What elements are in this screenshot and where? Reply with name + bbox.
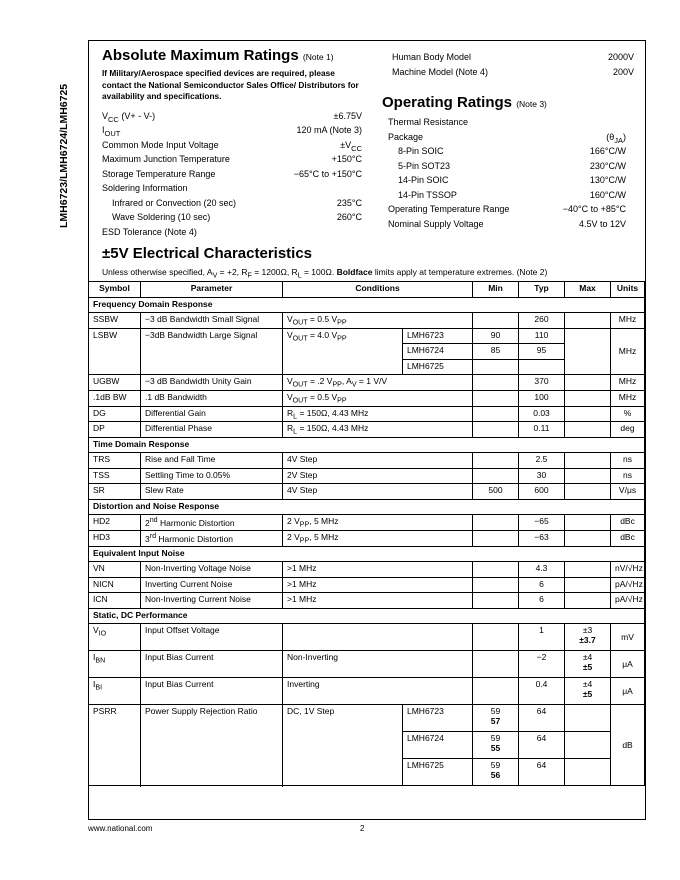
abs-value: −65°C to +150°C [293, 168, 362, 179]
cell-parameter: −3 dB Bandwidth Unity Gain [141, 375, 283, 391]
abs-label: Common Mode Input Voltage [102, 139, 219, 150]
cell-max [565, 375, 611, 391]
cell-min [473, 359, 519, 375]
max-value: ±4 [582, 652, 593, 663]
cell-min [473, 453, 519, 469]
cell-condition: $V_{OUT} = 4.0$ $V_{PP}$ [283, 328, 403, 375]
cell-condition: $R_L = 150\Omega$, 4.43 MHz [283, 406, 473, 422]
cell-min [473, 624, 519, 651]
cell-unit: deg [611, 422, 645, 438]
op-value: −40°C to +85°C [562, 204, 626, 214]
cell-symbol: SSBW [89, 313, 141, 329]
op-label: 8-Pin SOIC [398, 146, 444, 156]
op-label: Operating Temperature Range [388, 204, 510, 214]
min-value: 59 [490, 706, 501, 717]
cell-min: 500 [473, 484, 519, 500]
abs-label: Storage Temperature Range [102, 168, 216, 179]
min-bold-value: 56 [490, 770, 501, 781]
cell-symbol: TRS [89, 453, 141, 469]
cell-symbol: HD2 [89, 515, 141, 531]
op-label: 14-Pin TSSOP [398, 189, 457, 200]
cell-max [565, 515, 611, 531]
cell-symbol: $I_{BN}$ [89, 651, 141, 678]
cell-symbol: ICN [89, 593, 141, 609]
side-title: LMH6723/LMH6724/LMH6725 [58, 83, 70, 228]
table-row [89, 453, 645, 469]
cell-typ: 0.4 [519, 678, 565, 705]
cell-symbol: VN [89, 562, 141, 578]
abs-label: $V_{CC}$ (V+ - V-) [102, 110, 156, 124]
cell-max [565, 531, 611, 547]
cell-unit: mV [611, 624, 645, 651]
cell-condition: DC, 1V Step [283, 705, 403, 786]
op-row [388, 115, 626, 130]
cell-typ: 0.11 [519, 422, 565, 438]
cell-parameter: Input Bias Current [141, 651, 283, 678]
cell-typ: 64 [519, 732, 565, 759]
abs-value: +150°C [331, 154, 362, 164]
abs-row [102, 138, 362, 153]
section-row [89, 608, 645, 624]
cell-min [473, 375, 519, 391]
table-row [89, 468, 645, 484]
cell-max [565, 651, 611, 678]
abs-notice: If Military/Aerospace specified devices are required, please contact the National Semiconductor Sales Office/ Distributors for availability and specifications. [102, 68, 359, 101]
cell-min [473, 468, 519, 484]
cell-parameter: Non-Inverting Voltage Noise [141, 562, 283, 578]
op-row [388, 173, 626, 188]
cell-typ: 4.3 [519, 562, 565, 578]
table-row [89, 328, 645, 344]
op-label: Nominal Supply Voltage [388, 218, 484, 229]
esd-value: 2000V [607, 52, 634, 62]
op-label: Package [388, 131, 424, 142]
cell-parameter: Slew Rate [141, 484, 283, 500]
cell-min [473, 651, 519, 678]
cell-condition: Inverting [283, 678, 473, 705]
cell-device: LMH6725 [403, 759, 473, 786]
cell-unit: MHz [611, 313, 645, 329]
cell-unit: dB [611, 705, 645, 786]
cell-parameter: Rise and Fall Time [141, 453, 283, 469]
cell-condition: $R_L = 150\Omega$, 4.43 MHz [283, 422, 473, 438]
cell-parameter: Input Offset Voltage [141, 624, 283, 651]
table-row [89, 406, 645, 422]
cell-typ: 64 [519, 705, 565, 732]
cell-typ: 100 [519, 390, 565, 406]
op-row [388, 217, 626, 232]
col-parameter: Parameter [141, 282, 283, 298]
cell-max [565, 593, 611, 609]
conditions-bold: Boldface [336, 267, 373, 277]
abs-value: 120 mA (Note 3) [296, 125, 362, 135]
cell-device: LMH6724 [403, 344, 473, 360]
cell-min [473, 562, 519, 578]
max-value: ±3 [582, 625, 593, 636]
abs-row [102, 123, 362, 138]
cell-typ: 370 [519, 375, 565, 391]
cell-min [473, 593, 519, 609]
cell-max [565, 678, 611, 705]
cell-parameter: −3dB Bandwidth Large Signal [141, 328, 283, 375]
min-bold-value: 55 [490, 743, 501, 754]
esd-row [392, 50, 634, 65]
table-row [89, 531, 645, 547]
elec-title: ±5V Electrical Characteristics [102, 245, 313, 262]
cell-max [565, 406, 611, 422]
cell-unit: V/μs [611, 484, 645, 500]
abs-row [102, 210, 362, 225]
cell-min [473, 577, 519, 593]
abs-row [102, 152, 362, 167]
cell-symbol: DP [89, 422, 141, 438]
op-value: $(\theta_{JA})$ [606, 131, 626, 145]
op-row [388, 202, 626, 217]
cell-typ: 110 [519, 328, 565, 344]
min-value: 59 [490, 760, 501, 771]
cell-parameter: −3 dB Bandwidth Small Signal [141, 313, 283, 329]
cell-min [473, 406, 519, 422]
cell-max [565, 732, 611, 759]
cell-typ: 600 [519, 484, 565, 500]
cell-condition: $V_{OUT} = 0.5$ $V_{PP}$ [283, 313, 473, 329]
col-min: Min [473, 282, 519, 298]
cell-symbol: .1dB BW [89, 390, 141, 406]
cell-max [565, 759, 611, 786]
table-row [89, 484, 645, 500]
cell-unit: nV/√Hz [611, 562, 645, 578]
cell-parameter: Input Bias Current [141, 678, 283, 705]
abs-label: $I_{OUT}$ [102, 125, 121, 138]
cell-symbol: $I_{BI}$ [89, 678, 141, 705]
cell-max [565, 328, 611, 375]
abs-label: Infrared or Convection (20 sec) [112, 197, 237, 208]
op-label: Thermal Resistance [388, 117, 469, 127]
table-row [89, 313, 645, 329]
cell-condition: Non-Inverting [283, 651, 473, 678]
table-row [89, 577, 645, 593]
abs-value: ±6.75V [333, 110, 362, 121]
table-row [89, 422, 645, 438]
cell-condition: 2V Step [283, 468, 473, 484]
op-label: 14-Pin SOIC [398, 175, 449, 185]
abs-title: Absolute Maximum Ratings (Note 1) [102, 47, 334, 64]
cell-max [565, 624, 611, 651]
op-label: 5-Pin SOT23 [398, 160, 451, 171]
table-row [89, 678, 645, 705]
cell-max [565, 453, 611, 469]
cell-min: 85 [473, 344, 519, 360]
cell-parameter: Differential Phase [141, 422, 283, 438]
cell-symbol: HD3 [89, 531, 141, 547]
cell-min [473, 390, 519, 406]
cell-device: LMH6723 [403, 328, 473, 344]
section-dist: Distortion and Noise Response [89, 499, 645, 515]
esd-label: Human Body Model [392, 52, 472, 62]
cell-condition: 2 $V_{PP}$, 5 MHz [283, 515, 473, 531]
cell-condition: 4V Step [283, 484, 473, 500]
cell-max [565, 422, 611, 438]
cell-device: LMH6724 [403, 732, 473, 759]
cell-symbol: $V_{IO}$ [89, 624, 141, 651]
op-value: 166°C/W [589, 146, 626, 156]
cell-symbol: SR [89, 484, 141, 500]
section-noise: Equivalent Input Noise [89, 546, 645, 562]
cell-parameter: Inverting Current Noise [141, 577, 283, 593]
abs-value: 260°C [336, 212, 362, 222]
footer-page: 2 [360, 824, 365, 833]
cell-min [473, 759, 519, 786]
col-max: Max [565, 282, 611, 298]
max-bold-value: ±3.7 [579, 635, 596, 646]
col-conditions: Conditions [283, 282, 473, 298]
esd-value: 200V [612, 66, 634, 77]
cell-parameter: Differential Gain [141, 406, 283, 422]
cell-parameter: Power Supply Rejection Ratio [141, 705, 283, 786]
cell-typ: −63 [519, 531, 565, 547]
abs-label: ESD Tolerance (Note 4) [102, 226, 197, 237]
table-row [89, 390, 645, 406]
cell-symbol: PSRR [89, 705, 141, 786]
abs-row [102, 196, 362, 211]
section-dc: Static, DC Performance [89, 608, 645, 624]
cell-min [473, 422, 519, 438]
max-bold-value: ±5 [582, 689, 593, 700]
op-value: 130°C/W [589, 175, 626, 185]
cell-typ: −2 [519, 651, 565, 678]
cell-typ: 260 [519, 313, 565, 329]
cell-unit: MHz [611, 375, 645, 391]
op-row [388, 159, 626, 174]
min-value: 59 [490, 733, 501, 744]
cell-unit: MHz [611, 328, 645, 375]
cell-condition: >1 MHz [283, 577, 473, 593]
table-row [89, 515, 645, 531]
cell-max [565, 562, 611, 578]
abs-label: Wave Soldering (10 sec) [112, 212, 211, 222]
cell-condition: >1 MHz [283, 593, 473, 609]
cell-symbol: TSS [89, 468, 141, 484]
footer-site: www.national.com [88, 824, 153, 833]
cell-max [565, 468, 611, 484]
cell-typ: 30 [519, 468, 565, 484]
op-value: 160°C/W [589, 189, 626, 200]
col-units: Units [611, 282, 645, 298]
col-typ: Typ [519, 282, 565, 298]
table-row [89, 624, 645, 651]
abs-label: Maximum Junction Temperature [102, 154, 230, 164]
cell-min [473, 678, 519, 705]
abs-row [102, 167, 362, 182]
abs-value: 235°C [336, 197, 362, 208]
cell-max [565, 390, 611, 406]
abs-row [102, 225, 362, 240]
cell-symbol: DG [89, 406, 141, 422]
cell-symbol: UGBW [89, 375, 141, 391]
cell-device: LMH6725 [403, 359, 473, 375]
cell-min [473, 531, 519, 547]
cell-device: LMH6723 [403, 705, 473, 732]
section-freq: Frequency Domain Response [89, 297, 645, 313]
cell-condition: 4V Step [283, 453, 473, 469]
cell-condition: $V_{OUT} = 0.5$ $V_{PP}$ [283, 390, 473, 406]
cell-max [565, 484, 611, 500]
cell-max [565, 313, 611, 329]
cell-min: 90 [473, 328, 519, 344]
op-row [388, 130, 626, 145]
conditions-text: Unless otherwise specified, $A_V = +2$, $R_F = 1200\Omega$, $R_L = 100\Omega$. [102, 267, 335, 280]
cell-max [565, 577, 611, 593]
table-row [89, 651, 645, 678]
cell-min [473, 705, 519, 732]
cell-typ [519, 359, 565, 375]
cell-symbol: NICN [89, 577, 141, 593]
cell-unit: MHz [611, 390, 645, 406]
table-row [89, 562, 645, 578]
cell-typ: −65 [519, 515, 565, 531]
cell-condition [283, 624, 473, 651]
cell-typ: 64 [519, 759, 565, 786]
cell-max [565, 705, 611, 732]
cell-unit: μA [611, 651, 645, 678]
section-row [89, 437, 645, 453]
section-row [89, 297, 645, 313]
op-value: 230°C/W [589, 160, 626, 171]
table-row [89, 593, 645, 609]
cell-typ: 0.03 [519, 406, 565, 422]
cell-condition: 2 $V_{PP}$, 5 MHz [283, 531, 473, 547]
abs-row [102, 109, 362, 124]
electrical-characteristics-table [88, 281, 645, 786]
table-row [89, 375, 645, 391]
max-bold-value: ±5 [582, 662, 593, 673]
cell-condition: $V_{OUT} = .2$ $V_{PP}$, $A_V = 1$ V/V [283, 375, 473, 391]
cell-parameter: 3rd Harmonic Distortion [141, 531, 283, 547]
esd-row [392, 65, 634, 80]
cell-typ: 6 [519, 577, 565, 593]
cell-min [473, 515, 519, 531]
abs-label: Soldering Information [102, 183, 188, 193]
cell-unit: dBc [611, 531, 645, 547]
cell-unit: ns [611, 468, 645, 484]
max-value: ±4 [582, 679, 593, 690]
cell-min [473, 313, 519, 329]
esd-label: Machine Model (Note 4) [392, 66, 489, 77]
abs-value: $\pm V_{CC}$ [340, 139, 362, 153]
cell-parameter: .1 dB Bandwidth [141, 390, 283, 406]
cell-unit: ns [611, 453, 645, 469]
op-title: Operating Ratings (Note 3) [382, 94, 547, 111]
table-header-row [89, 282, 645, 298]
op-row [388, 144, 626, 159]
esd-models [384, 50, 634, 79]
op-row [388, 188, 626, 203]
cell-unit: % [611, 406, 645, 422]
col-symbol: Symbol [89, 282, 141, 298]
elec-conditions [102, 267, 547, 280]
cell-typ: 95 [519, 344, 565, 360]
cell-unit: pA/√Hz [611, 577, 645, 593]
absolute-maximum-ratings [102, 47, 362, 239]
cell-min [473, 732, 519, 759]
cell-unit: pA/√Hz [611, 593, 645, 609]
cell-unit: μA [611, 678, 645, 705]
section-time: Time Domain Response [89, 437, 645, 453]
cell-unit: dBc [611, 515, 645, 531]
cell-parameter: Settling Time to 0.05% [141, 468, 283, 484]
cell-typ: 6 [519, 593, 565, 609]
cell-parameter: Non-Inverting Current Noise [141, 593, 283, 609]
cell-symbol: LSBW [89, 328, 141, 375]
cell-condition: >1 MHz [283, 562, 473, 578]
cell-typ: 2.5 [519, 453, 565, 469]
section-row [89, 546, 645, 562]
op-value: 4.5V to 12V [578, 218, 626, 229]
cell-typ: 1 [519, 624, 565, 651]
conditions-post: limits apply at temperature extremes. (Note 2) [374, 267, 548, 277]
operating-ratings [382, 94, 626, 231]
min-bold-value: 57 [490, 716, 501, 727]
table-row [89, 705, 645, 732]
section-row [89, 499, 645, 515]
abs-row [102, 181, 362, 196]
cell-parameter: 2nd Harmonic Distortion [141, 515, 283, 531]
